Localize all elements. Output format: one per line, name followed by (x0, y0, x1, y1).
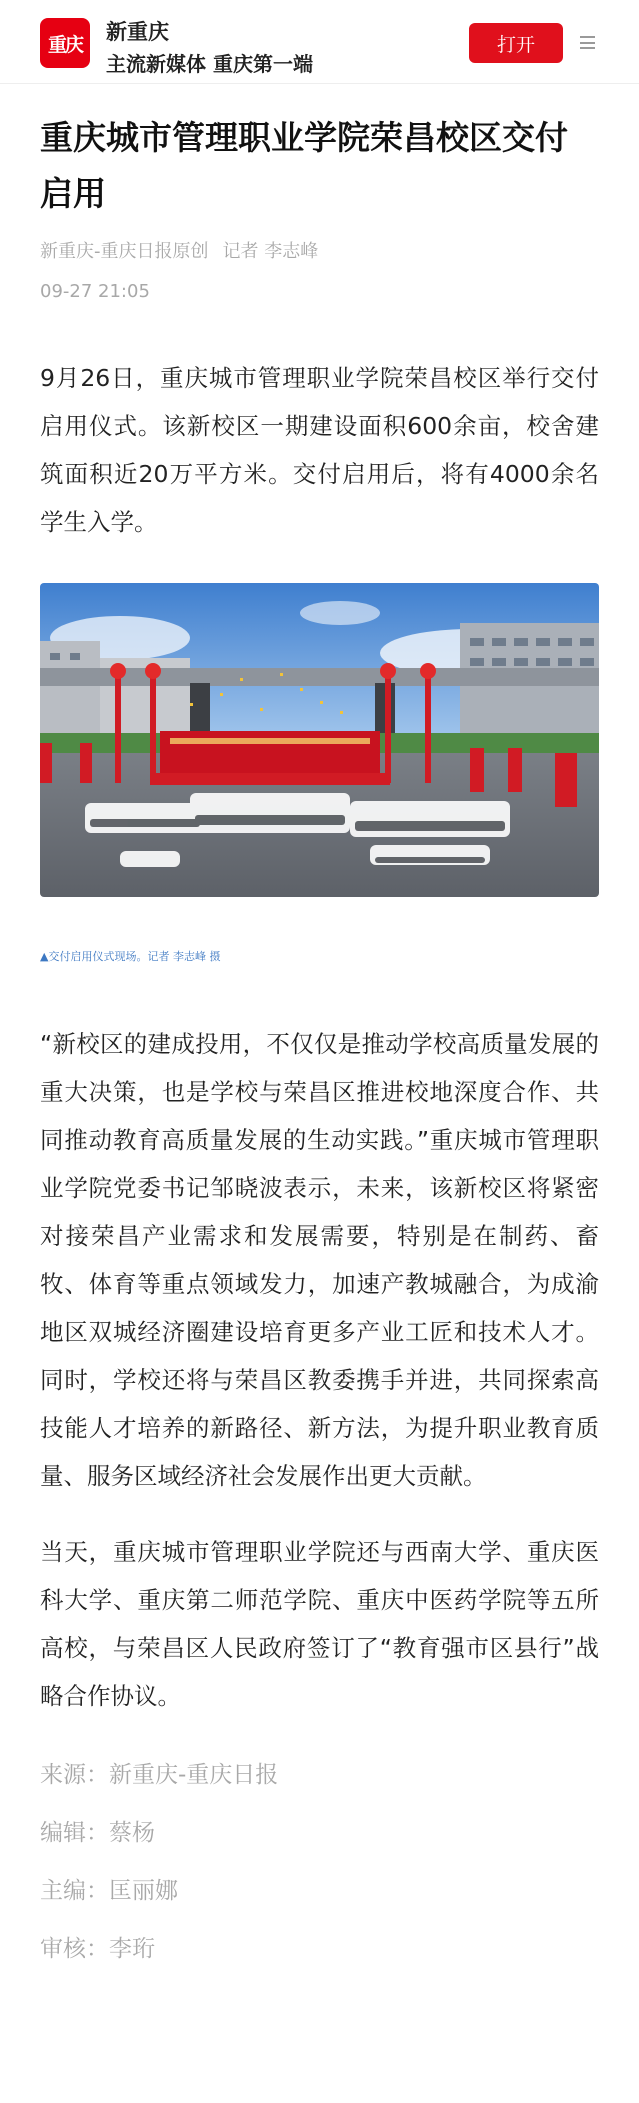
brand-name: 新重庆 (106, 20, 169, 44)
article-body (0, 110, 639, 1964)
ceremony-photo[interactable] (40, 583, 599, 897)
image-caption: ▲交付启用仪式现场。记者 李志峰 摄 (40, 950, 221, 963)
article-paragraph: “新校区的建成投用，不仅仅是推动学校高质量发展的重大决策，也是学校与荣昌区推进校地深度合作、共同推动教育高质量发展的生动实践。”重庆城市管理职业学院党委书记邹晓波表示，未来，该新校区将紧密对接荣昌产业需求和发展需要，特别是在制药、畜牧、体育等重点领域发力，加速产教城融合，为成渝地区双城经济圈建设培育更多产业工匠和技术人才。同时，学校还将与荣昌区教委携手并进，共同探索高技能人才培养的新路径、新方法，为提升职业教育质量、服务区域经济社会发展作出更大贡献。 (40, 1030, 599, 1490)
article-paragraph: 9月26日，重庆城市管理职业学院荣昌校区举行交付启用仪式。该新校区一期建设面积600余亩，校舍建筑面积近20万平方米。交付启用后，将有4000余名学生入学。 (40, 364, 599, 536)
credit-chief-editor: 主编：匡丽娜 (40, 1878, 178, 1904)
article-meta (40, 240, 599, 264)
brand-logo[interactable]: 重庆 (40, 18, 90, 68)
article-title: 重庆城市管理职业学院荣昌校区交付启用 (40, 118, 568, 213)
article-paragraph: 当天，重庆城市管理职业学院还与西南大学、重庆医科大学、重庆第二师范学院、重庆中医药学院等五所高校，与荣昌区人民政府签订了“教育强市区县行”战略合作协议。 (40, 1538, 599, 1710)
article-source[interactable]: 新重庆-重庆日报原创 (40, 241, 209, 262)
article-credits (40, 1760, 599, 1964)
credit-reviewer: 审核：李珩 (40, 1936, 155, 1962)
credit-editor: 编辑：蔡杨 (40, 1820, 155, 1846)
article-author: 记者 李志峰 (222, 241, 319, 262)
brand-slogan: 主流新媒体 重庆第一端 (106, 52, 313, 76)
open-app-button[interactable]: 打开 (469, 23, 563, 63)
publish-time: 09-27 21:05 (40, 281, 150, 302)
app-header (0, 0, 639, 84)
credit-source: 来源：新重庆-重庆日报 (40, 1762, 279, 1788)
menu-icon[interactable] (580, 36, 595, 49)
